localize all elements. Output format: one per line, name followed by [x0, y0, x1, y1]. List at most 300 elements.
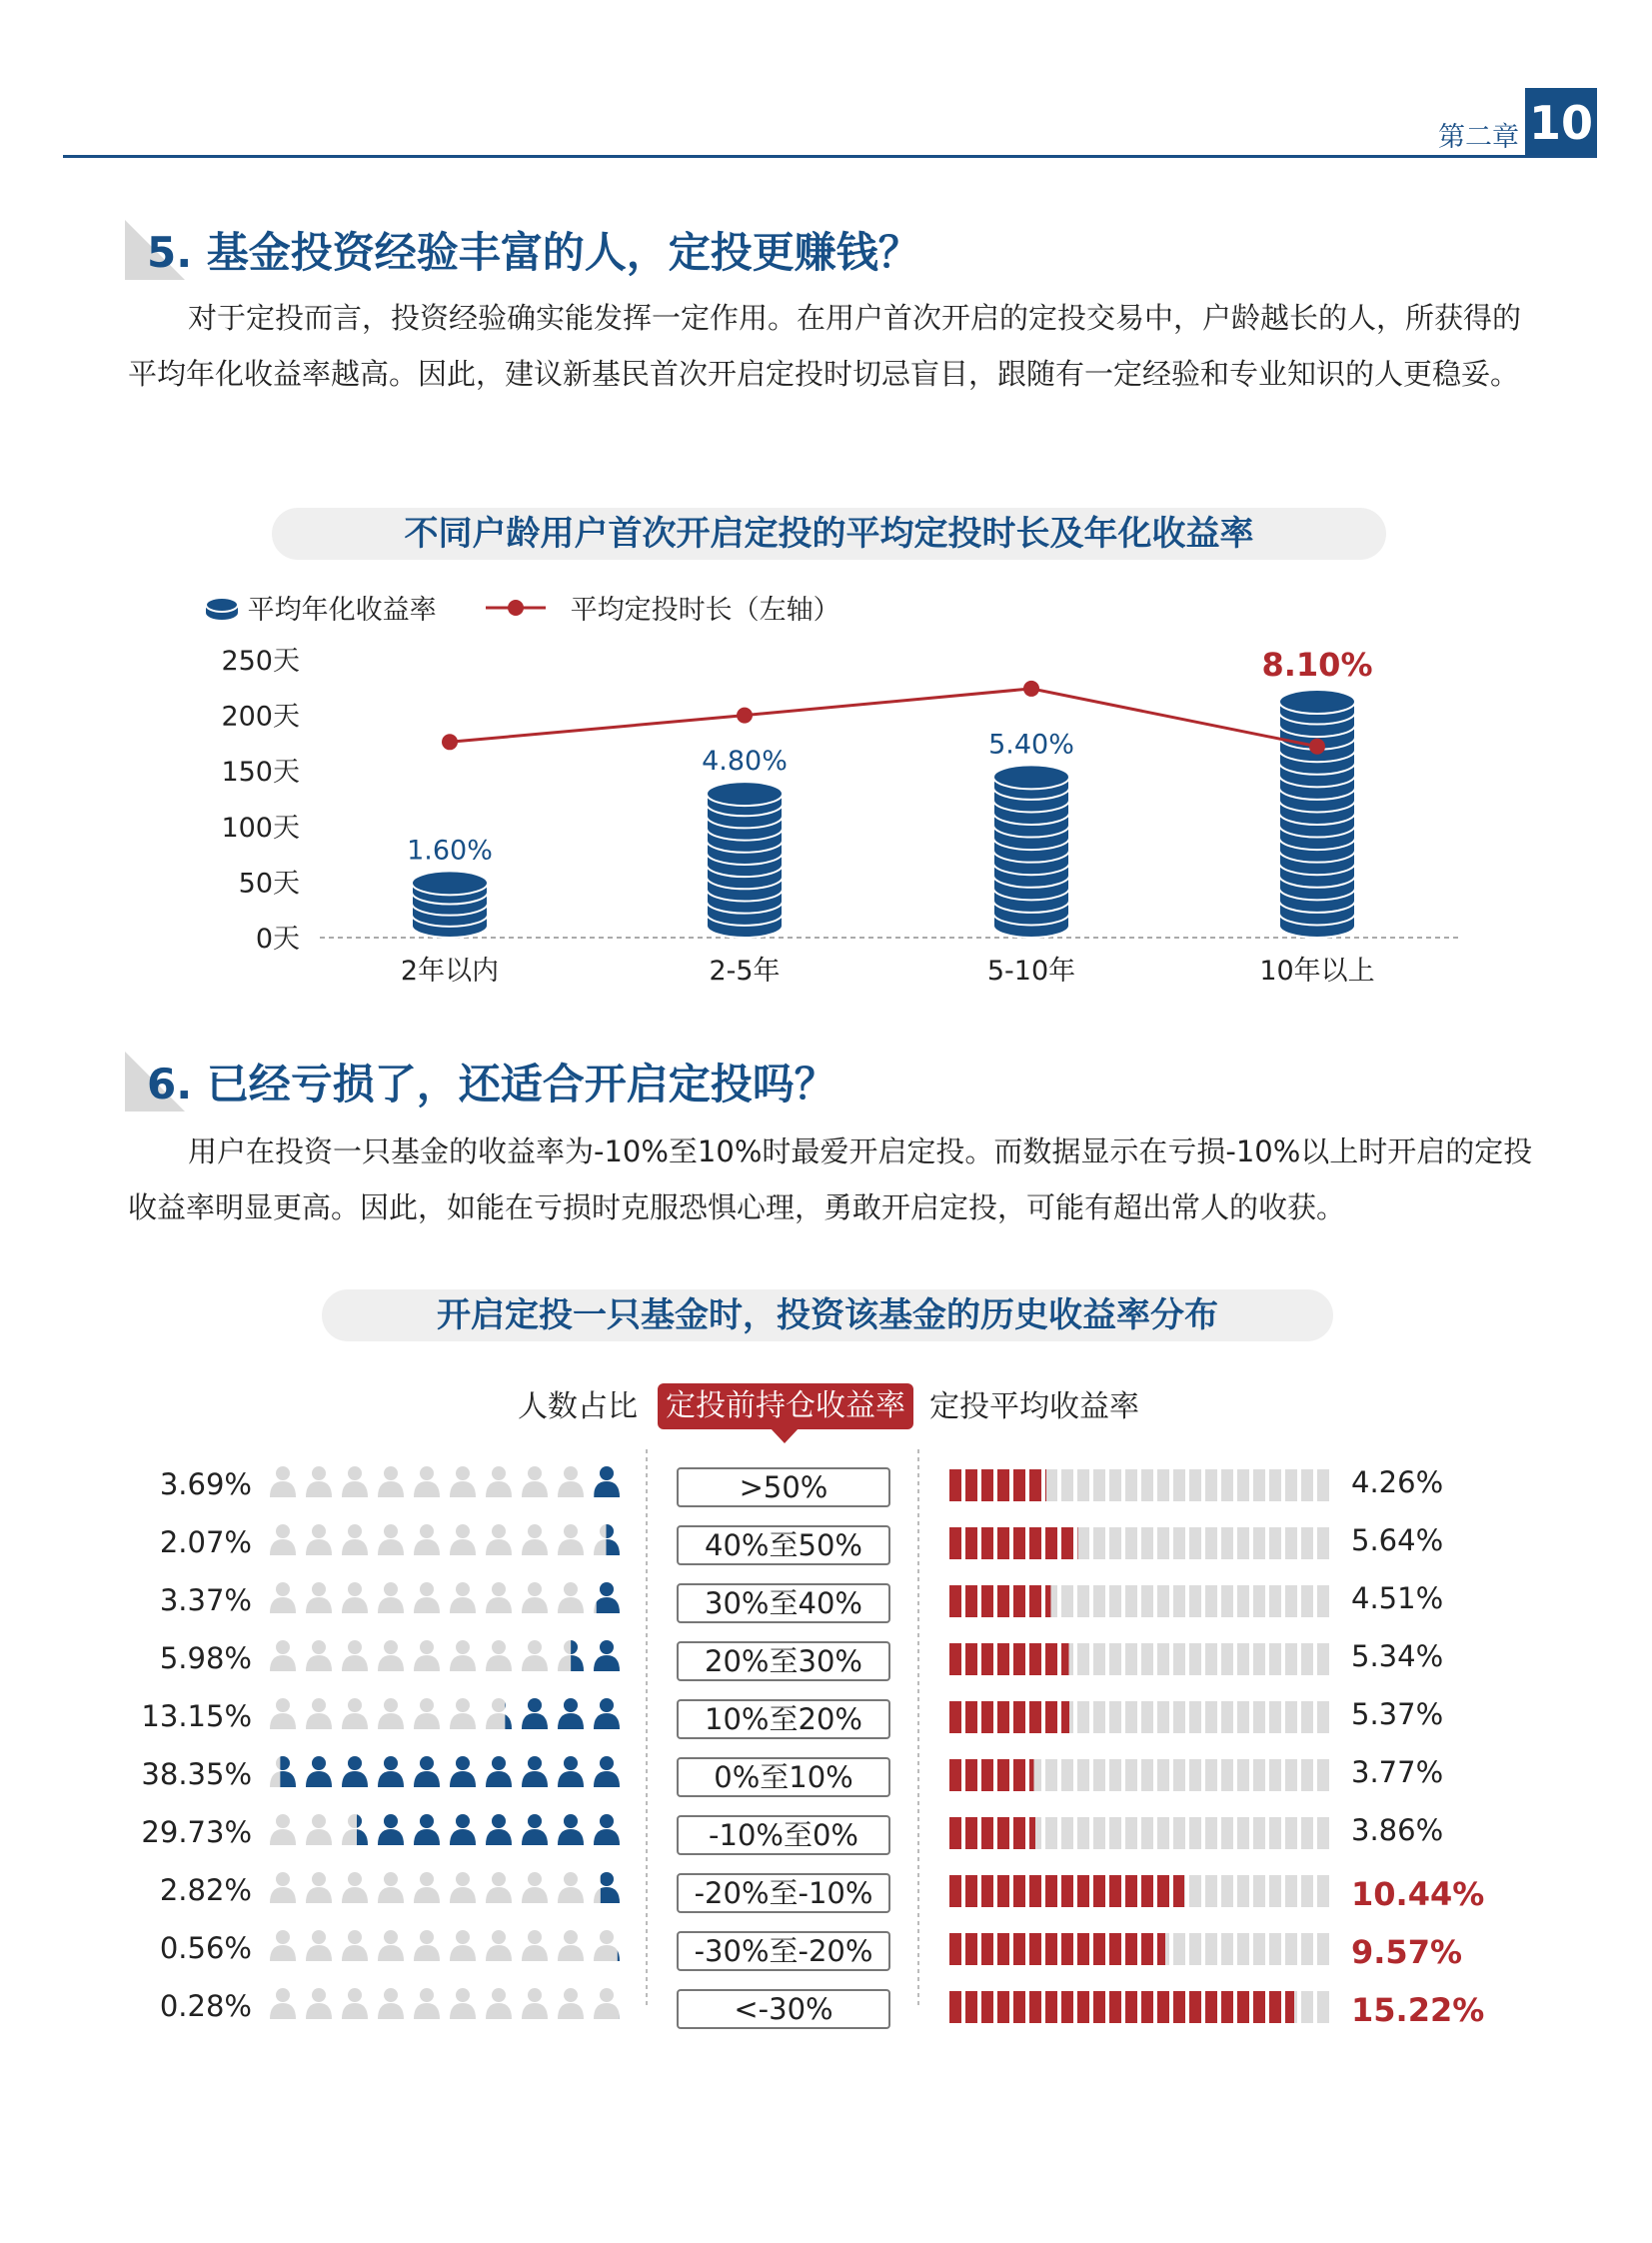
person-icon	[520, 1465, 550, 1497]
person-icon	[556, 1871, 586, 1903]
return-bar-segment	[1077, 1759, 1089, 1791]
return-bar-segment	[1317, 1643, 1329, 1675]
return-bar-segment	[1221, 1585, 1233, 1617]
return-bar-segment	[965, 1991, 977, 2023]
share-pictogram	[268, 1697, 628, 1733]
person-icon	[484, 1465, 514, 1497]
x-category-label: 2-5年	[709, 956, 781, 987]
return-bar-segment	[1125, 1933, 1137, 1965]
return-bar-segment	[1109, 1527, 1121, 1559]
share-value: 2.82%	[159, 1873, 252, 1907]
return-bar-segment	[1253, 1643, 1265, 1675]
return-bar-segment	[1221, 1701, 1233, 1733]
person-icon	[556, 1755, 586, 1787]
return-bar-segment	[1109, 1585, 1121, 1617]
return-bar-segment	[1045, 1701, 1057, 1733]
return-bar-segment	[1205, 1469, 1217, 1501]
range-label: 10%至20%	[677, 1699, 890, 1739]
share-pictogram	[268, 1813, 628, 1849]
return-bar-segment	[949, 1469, 961, 1501]
return-bar-segment	[1317, 1933, 1329, 1965]
person-icon	[448, 1929, 478, 1961]
page-number: 10	[1525, 88, 1597, 158]
return-bar-segment	[1269, 1701, 1281, 1733]
return-bar-segment	[1093, 1759, 1105, 1791]
range-label: >50%	[677, 1467, 890, 1507]
return-bar-segment	[1077, 1585, 1089, 1617]
return-bar-segment	[1301, 1527, 1313, 1559]
person-icon	[556, 1465, 586, 1497]
return-bar	[949, 1643, 1333, 1679]
return-bar-segment	[1141, 1527, 1153, 1559]
return-bar-segment	[1237, 1585, 1249, 1617]
person-icon	[376, 1697, 406, 1729]
duration-point	[1023, 681, 1039, 697]
person-icon	[304, 1871, 334, 1903]
return-bar-segment	[1189, 1817, 1201, 1849]
return-bar-segment	[1189, 1933, 1201, 1965]
return-bar-segment	[1109, 1991, 1121, 2023]
person-icon	[268, 1813, 298, 1845]
return-bar-segment	[1173, 1875, 1185, 1907]
return-bar-segment	[1189, 1469, 1201, 1501]
return-bar-segment	[1221, 1875, 1233, 1907]
return-bar-segment	[1269, 1759, 1281, 1791]
share-value: 3.69%	[159, 1467, 252, 1501]
return-bar-segment	[1301, 1875, 1313, 1907]
return-bar-segment	[1109, 1933, 1121, 1965]
return-bar-segment	[997, 1991, 1009, 2023]
return-bar-segment	[1317, 1585, 1329, 1617]
return-bar-segment	[1269, 1643, 1281, 1675]
return-value: 3.77%	[1351, 1755, 1444, 1789]
return-bar-segment	[1157, 1759, 1169, 1791]
person-icon	[376, 1581, 406, 1613]
return-bar-segment	[1125, 1585, 1137, 1617]
return-bar-segment	[1061, 1701, 1073, 1733]
person-icon	[484, 1987, 514, 2019]
return-bar-segment	[965, 1933, 977, 1965]
person-icon	[268, 1929, 298, 1961]
return-bar-segment	[1061, 1759, 1073, 1791]
duration-point	[1309, 739, 1325, 755]
person-icon	[484, 1697, 514, 1729]
return-bar	[949, 1759, 1333, 1795]
return-bar-segment	[1237, 1527, 1249, 1559]
person-icon	[520, 1581, 550, 1613]
return-bar-segment	[1269, 1875, 1281, 1907]
person-icon	[520, 1929, 550, 1961]
return-bar-segment	[1125, 1527, 1137, 1559]
return-bar-segment	[1157, 1991, 1169, 2023]
return-bar-segment	[1269, 1933, 1281, 1965]
share-pictogram	[268, 1639, 628, 1675]
person-icon	[412, 1639, 442, 1671]
return-bar-segment	[1221, 1817, 1233, 1849]
return-bar-segment	[1029, 1817, 1041, 1849]
return-bar-segment	[1157, 1875, 1169, 1907]
return-bar-segment	[1253, 1933, 1265, 1965]
person-icon	[340, 1697, 370, 1729]
return-bar-segment	[1157, 1643, 1169, 1675]
return-bar-segment	[1093, 1585, 1105, 1617]
person-icon	[340, 1987, 370, 2019]
person-icon	[376, 1755, 406, 1787]
return-bar-segment	[981, 1643, 993, 1675]
return-bar-segment	[1061, 1643, 1073, 1675]
return-bar-segment	[1061, 1469, 1073, 1501]
return-bar-segment	[1205, 1875, 1217, 1907]
share-pictogram	[268, 1987, 628, 2023]
return-bar-segment	[1285, 1585, 1297, 1617]
person-icon	[592, 1987, 622, 2019]
return-bar-segment	[965, 1759, 977, 1791]
person-icon	[412, 1755, 442, 1787]
return-bar-segment	[1109, 1817, 1121, 1849]
return-bar-segment	[997, 1585, 1009, 1617]
return-bar-segment	[1045, 1991, 1057, 2023]
return-bar	[949, 1527, 1333, 1563]
x-category-label: 5-10年	[986, 956, 1076, 987]
return-bar-segment	[1285, 1933, 1297, 1965]
return-bar-segment	[1045, 1933, 1057, 1965]
return-bar-segment	[1189, 1875, 1201, 1907]
person-icon	[304, 1987, 334, 2019]
person-icon	[376, 1523, 406, 1555]
share-value: 29.73%	[141, 1815, 252, 1849]
share-pictogram	[268, 1581, 628, 1617]
person-icon	[448, 1871, 478, 1903]
return-bar-segment	[1077, 1469, 1089, 1501]
return-bar-segment	[1173, 1759, 1185, 1791]
duration-point	[737, 708, 753, 724]
return-bar-segment	[981, 1875, 993, 1907]
return-bar-segment	[965, 1643, 977, 1675]
y-tick-label: 100天	[221, 812, 300, 844]
bar-value-label: 4.80%	[702, 746, 788, 778]
share-pictogram	[268, 1465, 628, 1501]
return-bar-segment	[1317, 1817, 1329, 1849]
legend-bar-label: 平均年化收益率	[247, 595, 437, 626]
return-bar-segment	[1253, 1759, 1265, 1791]
return-bar-segment	[1301, 1817, 1313, 1849]
return-bar-segment	[1205, 1585, 1217, 1617]
section-6-title: 6. 已经亏损了，还适合开启定投吗？	[147, 1060, 836, 1109]
return-bar-segment	[965, 1701, 977, 1733]
person-icon	[592, 1523, 622, 1555]
return-bar-segment	[949, 1585, 961, 1617]
chart1-plot	[0, 0, 1652, 1000]
section-5-text: 对于定投而言，投资经验确实能发挥一定作用。在用户首次开启的定投交易中，户龄越长的人，所获得的平均年化收益率越高。因此，建议新基民首次开启定投时切忌盲目，跟随有一定经验和专业知识的人更稳妥。	[128, 301, 1522, 391]
return-bar-segment	[1077, 1933, 1089, 1965]
return-bar-segment	[1141, 1759, 1153, 1791]
share-value: 2.07%	[159, 1525, 252, 1559]
person-icon	[412, 1465, 442, 1497]
person-icon	[448, 1523, 478, 1555]
return-bar-segment	[1029, 1643, 1041, 1675]
person-icon	[592, 1755, 622, 1787]
person-icon	[340, 1465, 370, 1497]
col-return-header: 定投平均收益率	[929, 1389, 1139, 1424]
person-icon	[412, 1581, 442, 1613]
return-bar	[949, 1469, 1333, 1505]
person-icon	[268, 1871, 298, 1903]
chart1-title: 不同户龄用户首次开启定投的平均定投时长及年化收益率	[272, 508, 1386, 560]
return-bar-segment	[1317, 1759, 1329, 1791]
return-bar-segment	[1301, 1585, 1313, 1617]
return-bar-segment	[1045, 1875, 1057, 1907]
person-icon	[340, 1523, 370, 1555]
person-icon	[268, 1581, 298, 1613]
return-bar-segment	[981, 1469, 993, 1501]
return-bar-segment	[1173, 1817, 1185, 1849]
return-bar-segment	[1061, 1527, 1073, 1559]
person-icon	[304, 1813, 334, 1845]
return-value: 10.44%	[1351, 1875, 1485, 1913]
return-bar-segment	[1173, 1527, 1185, 1559]
return-bar-segment	[1269, 1991, 1281, 2023]
return-bar-segment	[1173, 1643, 1185, 1675]
return-bar-segment	[1205, 1527, 1217, 1559]
return-bar-segment	[981, 1759, 993, 1791]
return-value: 3.86%	[1351, 1813, 1444, 1847]
return-bar-segment	[1285, 1701, 1297, 1733]
return-bar-segment	[1221, 1469, 1233, 1501]
return-bar-segment	[1125, 1875, 1137, 1907]
person-icon	[520, 1813, 550, 1845]
return-bar-segment	[1237, 1933, 1249, 1965]
person-icon	[268, 1523, 298, 1555]
coin-stack-bar	[1279, 690, 1355, 938]
return-bar-segment	[1077, 1643, 1089, 1675]
return-bar-segment	[1093, 1875, 1105, 1907]
return-bar-segment	[1301, 1991, 1313, 2023]
col-share-header: 人数占比	[518, 1389, 638, 1424]
return-bar	[949, 1933, 1333, 1969]
return-bar-segment	[1237, 1643, 1249, 1675]
person-icon	[556, 1523, 586, 1555]
person-icon	[520, 1697, 550, 1729]
return-bar-segment	[1253, 1469, 1265, 1501]
x-category-label: 10年以上	[1259, 956, 1375, 987]
person-icon	[448, 1639, 478, 1671]
return-bar-segment	[1269, 1469, 1281, 1501]
return-bar-segment	[1109, 1875, 1121, 1907]
table-row	[0, 1581, 1652, 1631]
return-bar-segment	[1125, 1701, 1137, 1733]
person-icon	[556, 1813, 586, 1845]
y-tick-label: 0天	[255, 924, 300, 955]
return-bar-segment	[981, 1701, 993, 1733]
person-icon	[340, 1639, 370, 1671]
range-label: -30%至-20%	[677, 1931, 890, 1971]
person-icon	[304, 1581, 334, 1613]
return-bar-segment	[1221, 1759, 1233, 1791]
return-bar-segment	[1029, 1469, 1041, 1501]
return-bar-segment	[1141, 1875, 1153, 1907]
return-bar-segment	[949, 1701, 961, 1733]
person-icon	[592, 1813, 622, 1845]
return-bar-segment	[1045, 1585, 1057, 1617]
return-bar-segment	[1061, 1585, 1073, 1617]
person-icon	[376, 1871, 406, 1903]
person-icon	[484, 1523, 514, 1555]
person-icon	[304, 1465, 334, 1497]
share-pictogram	[268, 1871, 628, 1907]
table-row	[0, 1871, 1652, 1921]
return-bar-segment	[1109, 1759, 1121, 1791]
return-bar-segment	[1189, 1643, 1201, 1675]
table-row	[0, 1813, 1652, 1863]
person-icon	[340, 1929, 370, 1961]
return-bar-segment	[1093, 1469, 1105, 1501]
return-bar-segment	[1077, 1875, 1089, 1907]
return-bar-segment	[1013, 1527, 1025, 1559]
chapter-label: 第二章	[1438, 122, 1519, 153]
person-icon	[412, 1523, 442, 1555]
return-bar-segment	[1157, 1933, 1169, 1965]
return-bar-segment	[1077, 1817, 1089, 1849]
person-icon	[412, 1929, 442, 1961]
x-category-label: 2年以内	[400, 956, 500, 987]
share-value: 13.15%	[141, 1699, 252, 1733]
return-bar-segment	[1013, 1469, 1025, 1501]
table-row	[0, 1523, 1652, 1573]
return-bar-segment	[1317, 1527, 1329, 1559]
person-icon	[376, 1639, 406, 1671]
return-bar-segment	[1061, 1875, 1073, 1907]
return-bar-segment	[1317, 1701, 1329, 1733]
person-icon	[448, 1697, 478, 1729]
return-bar-segment	[1157, 1817, 1169, 1849]
return-bar-segment	[1317, 1991, 1329, 2023]
person-icon	[304, 1639, 334, 1671]
person-icon	[592, 1871, 622, 1903]
return-bar-segment	[1013, 1817, 1025, 1849]
range-label: -10%至0%	[677, 1815, 890, 1855]
return-bar-segment	[949, 1759, 961, 1791]
share-pictogram	[268, 1755, 628, 1791]
return-bar-segment	[1157, 1701, 1169, 1733]
y-tick-label: 50天	[238, 868, 300, 900]
return-bar-segment	[1285, 1991, 1297, 2023]
person-icon	[556, 1697, 586, 1729]
return-bar-segment	[1141, 1991, 1153, 2023]
return-bar-segment	[1285, 1817, 1297, 1849]
return-bar-segment	[1013, 1875, 1025, 1907]
return-bar-segment	[981, 1585, 993, 1617]
return-bar-segment	[949, 1991, 961, 2023]
return-bar-segment	[1093, 1701, 1105, 1733]
return-bar-segment	[1125, 1759, 1137, 1791]
share-value: 3.37%	[159, 1583, 252, 1617]
return-bar-segment	[965, 1469, 977, 1501]
return-bar-segment	[1205, 1759, 1217, 1791]
return-value: 9.57%	[1351, 1933, 1463, 1971]
person-icon	[268, 1697, 298, 1729]
return-bar-segment	[965, 1875, 977, 1907]
return-bar-segment	[1301, 1701, 1313, 1733]
return-bar-segment	[1253, 1991, 1265, 2023]
person-icon	[340, 1813, 370, 1845]
person-icon	[412, 1987, 442, 2019]
person-icon	[376, 1465, 406, 1497]
range-label: 20%至30%	[677, 1641, 890, 1681]
return-bar-segment	[1189, 1701, 1201, 1733]
return-bar-segment	[1029, 1527, 1041, 1559]
person-icon	[484, 1639, 514, 1671]
return-bar	[949, 1875, 1333, 1911]
share-pictogram	[268, 1929, 628, 1965]
person-icon	[412, 1697, 442, 1729]
y-tick-label: 150天	[221, 757, 300, 789]
return-bar-segment	[981, 1527, 993, 1559]
return-bar-segment	[1317, 1875, 1329, 1907]
person-icon	[268, 1755, 298, 1787]
return-bar-segment	[1013, 1991, 1025, 2023]
return-bar-segment	[1237, 1759, 1249, 1791]
return-bar-segment	[949, 1875, 961, 1907]
col-range-badge: 定投前持仓收益率	[658, 1383, 913, 1429]
return-bar-segment	[1013, 1933, 1025, 1965]
return-bar-segment	[1141, 1701, 1153, 1733]
person-icon	[340, 1581, 370, 1613]
return-bar-segment	[1029, 1875, 1041, 1907]
bar-value-label: 5.40%	[988, 729, 1074, 761]
y-tick-label: 250天	[221, 646, 300, 677]
return-bar-segment	[1173, 1585, 1185, 1617]
return-bar-segment	[997, 1643, 1009, 1675]
return-bar-segment	[1045, 1527, 1057, 1559]
return-bar-segment	[1317, 1469, 1329, 1501]
return-bar-segment	[1285, 1875, 1297, 1907]
return-bar-segment	[1253, 1585, 1265, 1617]
return-bar-segment	[1285, 1759, 1297, 1791]
person-icon	[304, 1523, 334, 1555]
range-label: 40%至50%	[677, 1525, 890, 1565]
chart2-title: 开启定投一只基金时，投资该基金的历史收益率分布	[322, 1289, 1333, 1341]
return-bar-segment	[1061, 1933, 1073, 1965]
person-icon	[484, 1929, 514, 1961]
person-icon	[592, 1581, 622, 1613]
return-bar-segment	[1061, 1817, 1073, 1849]
return-value: 5.37%	[1351, 1697, 1444, 1731]
return-bar-segment	[949, 1643, 961, 1675]
return-bar-segment	[1141, 1469, 1153, 1501]
share-value: 5.98%	[159, 1641, 252, 1675]
return-bar-segment	[949, 1527, 961, 1559]
return-bar-segment	[1253, 1875, 1265, 1907]
range-label: -20%至-10%	[677, 1873, 890, 1913]
return-bar-segment	[965, 1527, 977, 1559]
return-bar-segment	[1301, 1933, 1313, 1965]
return-bar-segment	[1029, 1701, 1041, 1733]
return-bar-segment	[1189, 1759, 1201, 1791]
return-bar-segment	[1221, 1991, 1233, 2023]
range-label: 0%至10%	[677, 1757, 890, 1797]
return-bar-segment	[997, 1817, 1009, 1849]
return-bar-segment	[1061, 1991, 1073, 2023]
person-icon	[484, 1813, 514, 1845]
person-icon	[556, 1581, 586, 1613]
person-icon	[448, 1813, 478, 1845]
return-bar-segment	[997, 1933, 1009, 1965]
return-bar-segment	[1093, 1933, 1105, 1965]
y-tick-label: 200天	[221, 701, 300, 733]
return-bar-segment	[997, 1469, 1009, 1501]
return-bar-segment	[1141, 1933, 1153, 1965]
return-bar-segment	[981, 1817, 993, 1849]
